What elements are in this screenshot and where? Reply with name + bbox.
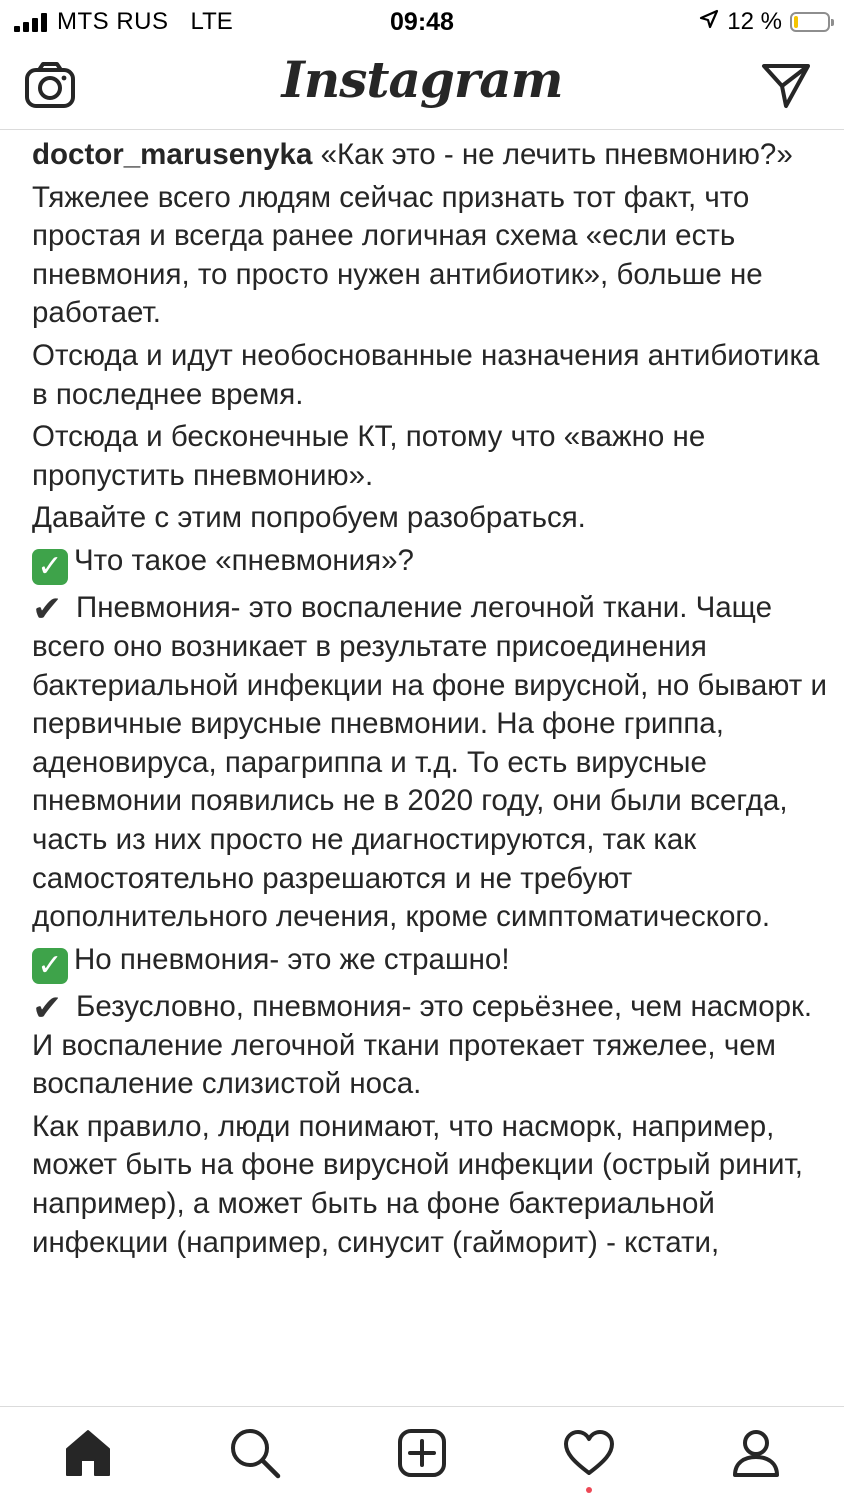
- direct-send-icon: [761, 63, 811, 109]
- carrier-name: MTS RUS: [57, 8, 169, 35]
- status-bar: [0, 0, 844, 44]
- caption-paragraph: Тяжелее всего людям сейчас признать тот факт, что простая и всегда ранее логичная схема «если есть пневмония, то просто нужен антибиотик», больше не работает.: [32, 180, 763, 330]
- caption-title: [32, 136, 832, 175]
- caption-answer-text: Безусловно, пневмония- это серьёзнее, чем насморк. И воспаление легочной ткани протекает тяжелее, чем воспаление слизистой носа.: [32, 989, 813, 1101]
- tab-activity[interactable]: [561, 1425, 617, 1481]
- activity-heart-icon: [563, 1429, 615, 1477]
- battery-level-fill: [794, 16, 798, 28]
- battery-percent: 12 %: [727, 8, 782, 35]
- caption-answer: [32, 988, 832, 1104]
- battery-icon: [790, 12, 830, 32]
- network-type: LTE: [190, 8, 233, 35]
- caption-question-text: Но пневмония- это же страшно!: [74, 942, 510, 976]
- caption-paragraph: Отсюда и бесконечные КТ, потому что «важно не пропустить пневмонию».: [32, 420, 706, 492]
- status-right: [699, 8, 830, 36]
- caption-paragraph: Отсюда и идут необоснованные назначения антибиотика в последнее время.: [32, 338, 820, 411]
- tab-home[interactable]: [60, 1425, 116, 1481]
- post-caption: [32, 136, 832, 1406]
- profile-icon: [731, 1428, 781, 1478]
- post-username[interactable]: doctor_marusenyka: [32, 138, 313, 171]
- caption-question-text: Что такое «пневмония»?: [74, 543, 414, 577]
- caption-paragraph: Давайте с этим попробуем разобраться.: [32, 501, 586, 535]
- tab-profile[interactable]: [728, 1425, 784, 1481]
- caption-question: [32, 941, 832, 984]
- search-icon: [229, 1427, 281, 1479]
- location-arrow-icon: [699, 8, 719, 36]
- caption-answer-text: Пневмония- это воспаление легочной ткани. Чаще всего оно возникает в результате присоединения бактериальной инфекции на фоне вирусной, но бывают и первичные вирусные пневмонии. На фоне гриппа, аденовируса, парагриппа и т.д. То есть вирусные пневмонии появились не в 2020 году, они были всегда, часть из них просто не диагностируются, так как самостоятельно разрешаются и не требуют дополнительного лечения, кроме симптоматического.: [32, 590, 827, 934]
- caption-paragraph: Как правило, люди понимают, что насморк, например, может быть на фоне вирусной инфекции (острый ринит, например), а может быть на фоне бактериальной инфекции (например, синусит (гайморит) - кстати,: [32, 1109, 803, 1259]
- status-time: 09:48: [390, 8, 454, 36]
- instagram-logo[interactable]: Instagram: [281, 50, 563, 109]
- home-icon: [63, 1428, 113, 1478]
- notification-dot: [586, 1487, 592, 1493]
- caption-title-text: «Как это - не лечить пневмонию?»: [312, 138, 793, 171]
- green-check-icon: ✓: [32, 549, 68, 585]
- tab-search[interactable]: [227, 1425, 283, 1481]
- new-post-icon: [397, 1428, 447, 1478]
- green-check-icon: ✓: [32, 948, 68, 984]
- direct-messages-button[interactable]: [758, 58, 814, 114]
- caption-answer: [32, 589, 832, 937]
- check-mark-icon: ✔: [32, 987, 63, 1029]
- tab-new-post[interactable]: [394, 1425, 450, 1481]
- app-header: [0, 44, 844, 130]
- caption-question: [32, 542, 832, 585]
- bottom-tab-bar: [0, 1406, 844, 1500]
- check-mark-icon: ✔: [32, 588, 63, 630]
